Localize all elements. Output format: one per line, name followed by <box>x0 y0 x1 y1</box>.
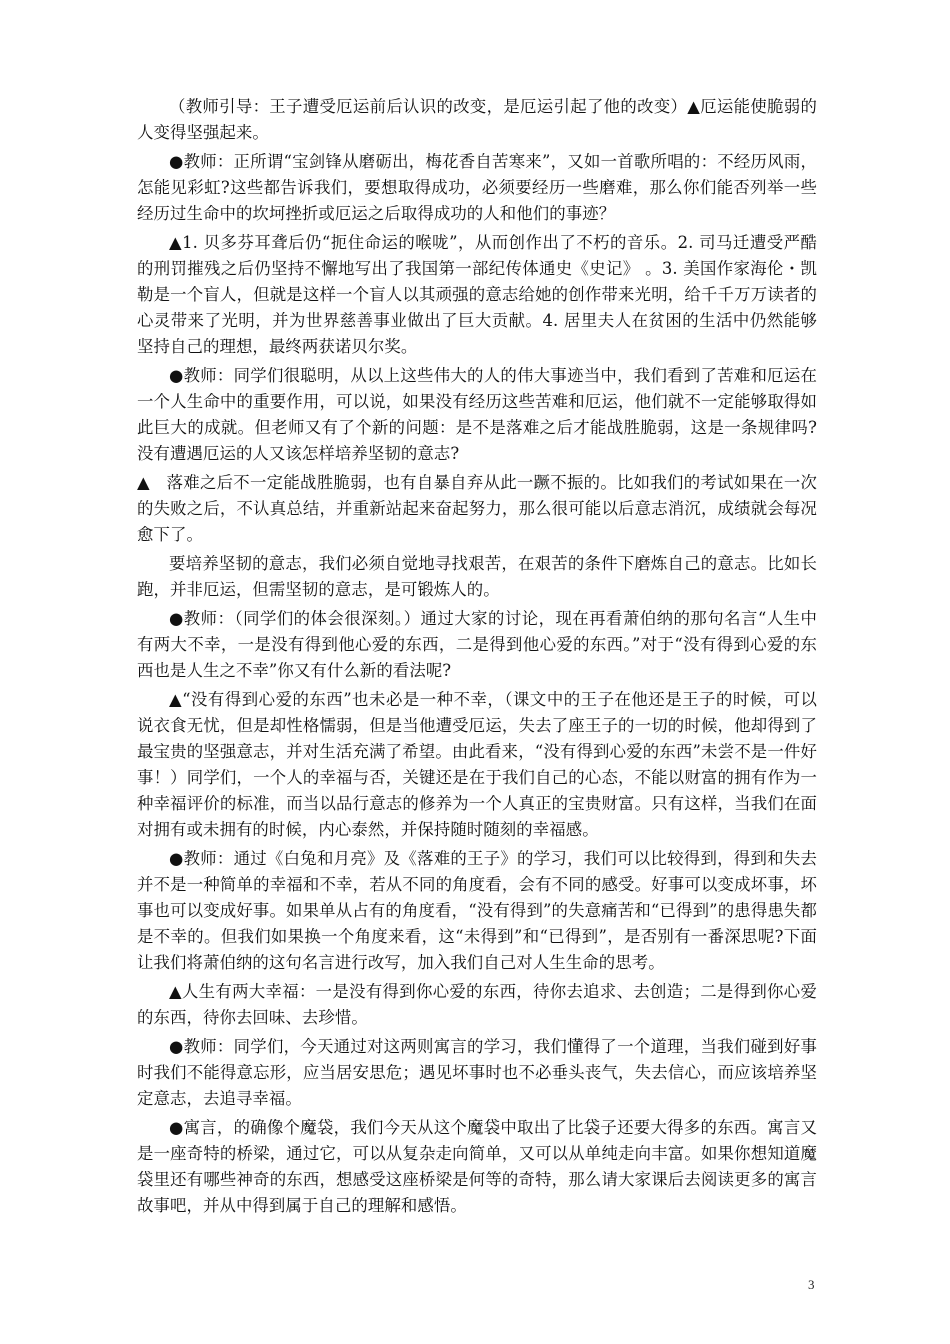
paragraph-examples-of-success: ▲1. 贝多芬耳聋后仍“扼住命运的喉咙”，从而创作出了不朽的音乐。2. 司马迁遭受严酷的刑罚摧残之后仍坚持不懈地写出了我国第一部纪传体通史《史记》 。3. 美国作家海伦・凯勒是一个盲人，但就是这样一个盲人以其顽强的意志给她的创作带来光明，给千千万万读者的心灵带来了光明，并为世界慈善事业做出了巨大贡献。4. 居里夫人在贫困的生活中仍然能够坚持自己的理想，最终两获诺贝尔奖。 <box>137 233 817 356</box>
document-body <box>137 94 817 1219</box>
page-number: 3 <box>808 1277 815 1292</box>
paragraph-teacher-comparison: ●教师：通过《白兔和月亮》及《落难的王子》的学习，我们可以比较得到，得到和失去并不是一种简单的幸福和不幸，若从不同的角度看，会有不同的感受。好事可以变成坏事，坏事也可以变成好事。如果单从占有的角度看，“没有得到”的失意痛苦和“已得到”的患得患失都是不幸的。但我们如果换一个角度来看，这“未得到”和“已得到”，是否别有一番深思呢?下面让我们将萧伯纳的这句名言进行改写，加入我们自己对人生生命的思考。 <box>137 849 817 972</box>
paragraph-teacher-new-question: ●教师：同学们很聪明，从以上这些伟大的人的伟大事迹当中，我们看到了苦难和厄运在一个人生命中的重要作用，可以说，如果没有经历这些苦难和厄运，他们就不一定能够取得如此巨大的成就。但老师又有了个新的问题：是不是落难之后才能战胜脆弱，这是一条规律吗?没有遭遇厄运的人又该怎样培养坚韧的意志? <box>137 366 817 463</box>
paragraph-cultivate-will: 要培养坚韧的意志，我们必须自觉地寻找艰苦，在艰苦的条件下磨炼自己的意志。比如长跑，并非厄运，但需坚韧的意志，是可锻炼人的。 <box>137 554 817 599</box>
paragraph-teacher-shaw-quote: ●教师：（同学们的体会很深刻。）通过大家的讨论，现在再看萧伯纳的那句名言“人生中有两大不幸，一是没有得到他心爱的东西，二是得到他心爱的东西。”对于“没有得到心爱的东西也是人生之不幸”你又有什么新的看法呢? <box>137 609 817 680</box>
paragraph-answer-adversity: ▲ 落难之后不一定能战胜脆弱，也有自暴自弃从此一蹶不振的。比如我们的考试如果在一次的失败之后，不认真总结，并重新站起来奋起努力，那么很可能以后意志消沉，成绩就会每况愈下了。 <box>137 473 817 544</box>
paragraph-answer-not-misfortune: ▲“没有得到心爱的东西”也未必是一种不幸，（课文中的王子在他还是王子的时候，可以说衣食无忧，但是却性格懦弱，但是当他遭受厄运，失去了座王子的一切的时候，他却得到了最宝贵的坚强意志，并对生活充满了希望。由此看来，“没有得到心爱的东西”未尝不是一件好事！）同学们，一个人的幸福与否，关键还是在于我们自己的心态，不能以财富的拥有作为一种幸福评价的标准，而当以品行意志的修养为一个人真正的宝贵财富。只有这样，当我们在面对拥有或未拥有的时候，内心泰然，并保持随时随刻的幸福感。 <box>137 690 817 839</box>
paragraph-teacher-question-success: ●教师：正所谓“宝剑锋从磨砺出，梅花香自苦寒来”，又如一首歌所唱的：不经历风雨，怎能见彩虹?这些都告诉我们，要想取得成功，必须要经历一些磨难，那么你们能否列举一些经历过生命中的坎坷挫折或厄运之后取得成功的人和他们的事迹？ <box>137 152 817 223</box>
paragraph-two-happinesses: ▲人生有两大幸福：一是没有得到你心爱的东西，待你去追求、去创造；二是得到你心爱的东西，待你去回味、去珍惜。 <box>137 982 817 1027</box>
paragraph-fable-magic-bag: ●寓言，的确像个魔袋，我们今天从这个魔袋中取出了比袋子还要大得多的东西。寓言又是一座奇特的桥梁，通过它，可以从复杂走向简单，又可以从单纯走向丰富。如果你想知道魔袋里还有哪些神奇的东西，想感受这座桥梁是何等的奇特，那么请大家课后去阅读更多的寓言故事吧，并从中得到属于自己的理解和感悟。 <box>137 1118 817 1215</box>
paragraph-teacher-lesson: ●教师：同学们，今天通过对这两则寓言的学习，我们懂得了一个道理，当我们碰到好事时我们不能得意忘形，应当居安思危；遇见坏事时也不必垂头丧气，失去信心，而应该培养坚定意志，去追寻幸福。 <box>137 1037 817 1108</box>
paragraph-teacher-guidance: （教师引导：王子遭受厄运前后认识的改变，是厄运引起了他的改变）▲厄运能使脆弱的人变得坚强起来。 <box>137 97 817 142</box>
